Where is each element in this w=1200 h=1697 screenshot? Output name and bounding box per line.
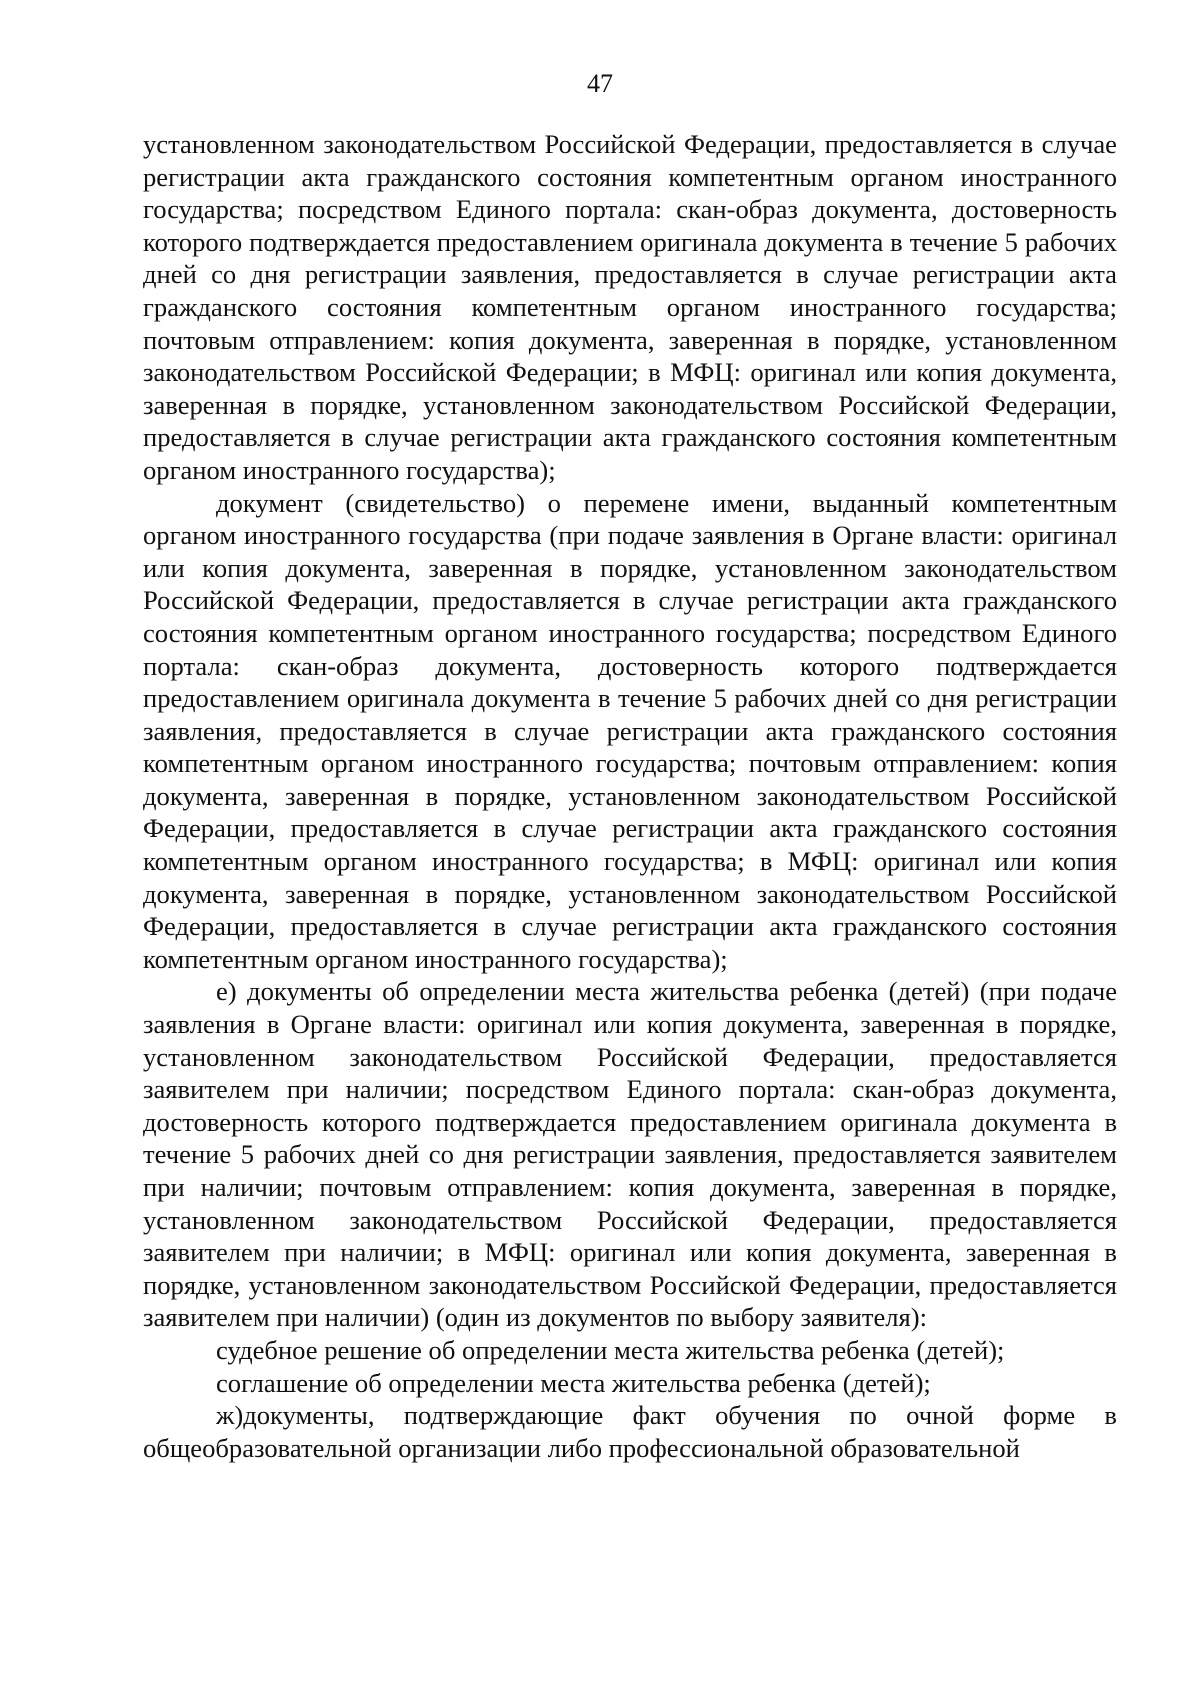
document-body	[143, 128, 1117, 1464]
paragraph-continuation: установленном законодательством Российской Федерации, предоставляется в случае регистрации акта гражданского состояния компетентным органом иностранного государства; посредством Единого портала: скан-образ документа, достоверность которого подтверждается предоставлением оригинала документа в течение 5 рабочих дней со дня регистрации заявления, предоставляется в случае регистрации акта гражданского состояния компетентным органом иностранного государства; почтовым отправлением: копия документа, заверенная в порядке, установленном законодательством Российской Федерации; в МФЦ: оригинал или копия документа, заверенная в порядке, установленном законодательством Российской Федерации, предоставляется в случае регистрации акта гражданского состояния компетентным органом иностранного государства);	[143, 129, 1117, 485]
paragraph-name-change-certificate: документ (свидетельство) о перемене имени, выданный компетентным органом иностранного государства (при подаче заявления в Органе власти: оригинал или копия документа, заверенная в порядке, установленном законодательством Российской Федерации, предоставляется в случае регистрации акта гражданского состояния компетентным органом иностранного государства; посредством Единого портала: скан-образ документа, достоверность которого подтверждается предоставлением оригинала документа в течение 5 рабочих дней со дня регистрации заявления, предоставляется в случае регистрации акта гражданского состояния компетентным органом иностранного государства; почтовым отправлением: копия документа, заверенная в порядке, установленном законодательством Российской Федерации, предоставляется в случае регистрации акта гражданского состояния компетентным органом иностранного государства; в МФЦ: оригинал или копия документа, заверенная в порядке, установленном законодательством Российской Федерации, предоставляется в случае регистрации акта гражданского состояния компетентным органом иностранного государства);	[143, 487, 1117, 974]
paragraph-agreement: соглашение об определении места жительства ребенка (детей);	[216, 1367, 931, 1398]
paragraph-item-zh-education-documents: ж)документы, подтверждающие факт обучения по очной форме в общеобразовательной организации либо профессиональной образовательной	[143, 1400, 1117, 1463]
page-number: 47	[587, 69, 613, 98]
paragraph-item-e-residence-documents: е) документы об определении места жительства ребенка (детей) (при подаче заявления в Органе власти: оригинал или копия документа, заверенная в порядке, установленном законодательством Российской Федерации, предоставляется заявителем при наличии; посредством Единого портала: скан-образ документа, достоверность которого подтверждается предоставлением оригинала документа в течение 5 рабочих дней со дня регистрации заявления, предоставляется заявителем при наличии; почтовым отправлением: копия документа, заверенная в порядке, установленном законодательством Российской Федерации, предоставляется заявителем при наличии; в МФЦ: оригинал или копия документа, заверенная в порядке, установленном законодательством Российской Федерации, предоставляется заявителем при наличии) (один из документов по выбору заявителя):	[143, 976, 1117, 1333]
paragraph-court-decision: судебное решение об определении места жительства ребенка (детей);	[216, 1334, 1005, 1365]
